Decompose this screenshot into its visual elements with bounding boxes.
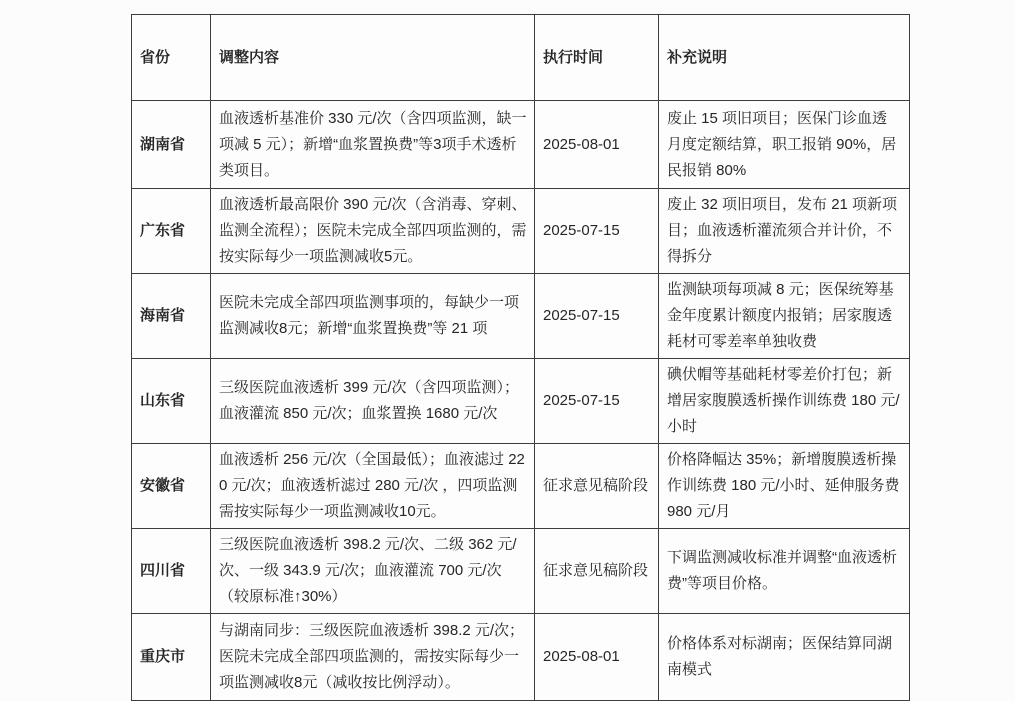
table-row [132, 359, 910, 444]
cell-time: 征求意见稿阶段 [535, 444, 659, 529]
cell-content: 血液透析 256 元/次（全国最低）；血液滤过 220 元/次；血液透析滤过 280 元/次 ，四项监测需按实际每少一项监测减收10元。 [211, 444, 535, 529]
cell-content: 三级医院血液透析 398.2 元/次、二级 362 元/次、一级 343.9 元/次；血液灌流 700 元/次（较原标准↑30%） [211, 529, 535, 614]
cell-notes: 废止 15 项旧项目；医保门诊血透月度定额结算，职工报销 90%，居民报销 80% [659, 101, 910, 189]
cell-province: 广东省 [132, 189, 211, 274]
cell-notes: 监测缺项每项减 8 元；医保统筹基金年度累计额度内报销；居家腹透耗材可零差率单独收费 [659, 274, 910, 359]
cell-time: 2025-08-01 [535, 101, 659, 189]
cell-notes: 价格体系对标湖南；医保结算同湖南模式 [659, 614, 910, 701]
table-row [132, 614, 910, 701]
cell-notes: 碘伏帽等基础耗材零差价打包；新增居家腹膜透析操作训练费 180 元/小时 [659, 359, 910, 444]
cell-notes: 价格降幅达 35%；新增腹膜透析操作训练费 180 元/小时、延伸服务费 980 元/月 [659, 444, 910, 529]
cell-notes: 下调监测减收标准并调整“血液透析费”等项目价格。 [659, 529, 910, 614]
table-row [132, 189, 910, 274]
cell-province: 重庆市 [132, 614, 211, 701]
column-header-content: 调整内容 [211, 15, 535, 101]
header-row [132, 15, 910, 101]
column-header-time: 执行时间 [535, 15, 659, 101]
table-row [132, 529, 910, 614]
table-row [132, 274, 910, 359]
cell-content: 血液透析基准价 330 元/次（含四项监测，缺一项减 5 元）；新增“血浆置换费”等3项手术透析类项目。 [211, 101, 535, 189]
column-header-notes: 补充说明 [659, 15, 910, 101]
cell-province: 海南省 [132, 274, 211, 359]
cell-content: 血液透析最高限价 390 元/次（含消毒、穿刺、监测全流程）；医院未完成全部四项监测的，需按实际每少一项监测减收5元。 [211, 189, 535, 274]
cell-time: 征求意见稿阶段 [535, 529, 659, 614]
table-row [132, 101, 910, 189]
column-header-province: 省份 [132, 15, 211, 101]
cell-time: 2025-07-15 [535, 274, 659, 359]
cell-content: 与湖南同步：三级医院血液透析 398.2 元/次；医院未完成全部四项监测的，需按实际每少一项监测减收8元（减收按比例浮动）。 [211, 614, 535, 701]
cell-province: 安徽省 [132, 444, 211, 529]
dialysis-pricing-table [131, 14, 910, 701]
cell-content: 三级医院血液透析 399 元/次（含四项监测）；血液灌流 850 元/次；血浆置换 1680 元/次 [211, 359, 535, 444]
cell-time: 2025-07-15 [535, 189, 659, 274]
cell-province: 湖南省 [132, 101, 211, 189]
cell-time: 2025-08-01 [535, 614, 659, 701]
cell-content: 医院未完成全部四项监测事项的，每缺少一项监测减收8元；新增“血浆置换费”等 21 项 [211, 274, 535, 359]
table-row [132, 444, 910, 529]
cell-province: 山东省 [132, 359, 211, 444]
cell-notes: 废止 32 项旧项目，发布 21 项新项目；血液透析灌流须合并计价，不得拆分 [659, 189, 910, 274]
cell-province: 四川省 [132, 529, 211, 614]
cell-time: 2025-07-15 [535, 359, 659, 444]
